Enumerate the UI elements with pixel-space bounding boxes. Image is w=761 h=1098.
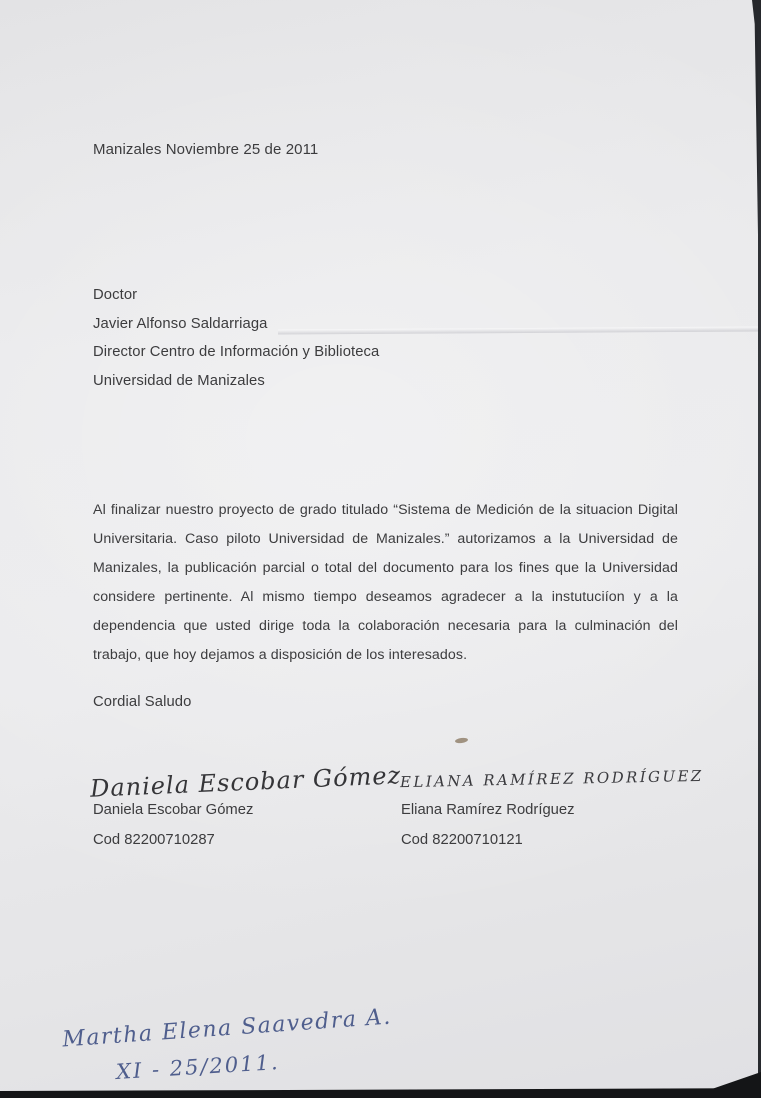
handwritten-note-name: Martha Elena Saavedra A. [61, 1004, 393, 1053]
letter-closing: Cordial Saludo [93, 694, 192, 710]
student-code-daniela: Cod 82200710287 [93, 832, 215, 848]
recipient-name: Javier Alfonso Saldarriaga [93, 315, 268, 332]
recipient-role: Director Centro de Información y Biblioteca [93, 344, 380, 360]
student-code-eliana: Cod 82200710121 [401, 832, 523, 848]
recipient-title: Doctor [93, 287, 138, 303]
handwritten-note-date: XI - 25/2011. [115, 1050, 281, 1084]
scan-corner-bottom-right [709, 1072, 761, 1090]
recipient-institution: Universidad de Manizales [93, 372, 265, 389]
recipient-block [93, 281, 379, 395]
typed-name-eliana: Eliana Ramírez Rodríguez [401, 802, 575, 818]
ink-speck [455, 737, 469, 744]
letter-body-paragraph: Al finalizar nuestro proyecto de grado titulado “Sistema de Medición de la situacion Digital Universitaria. Caso piloto Universidad de Manizales.” autorizamos a la Universidad de Manizales, la publicación parcial o total del documento para los fines que la Universidad considere pertinente. Al mismo tiempo deseamos agradecer a la instutuciíon y a la dependencia que usted dirige toda la colaboración necesaria para la culminación del trabajo, que hoy dejamos a disposición de los interesados. [93, 502, 678, 663]
typed-name-daniela: Daniela Escobar Gómez [93, 802, 254, 818]
scan-edge-bottom [0, 1086, 761, 1098]
handwritten-signature-daniela: Daniela Escobar Gómez [89, 761, 402, 803]
letter-date: Manizales Noviembre 25 de 2011 [93, 141, 319, 158]
handwritten-signature-eliana: ELIANA RAMÍREZ RODRÍGUEZ [399, 766, 704, 792]
